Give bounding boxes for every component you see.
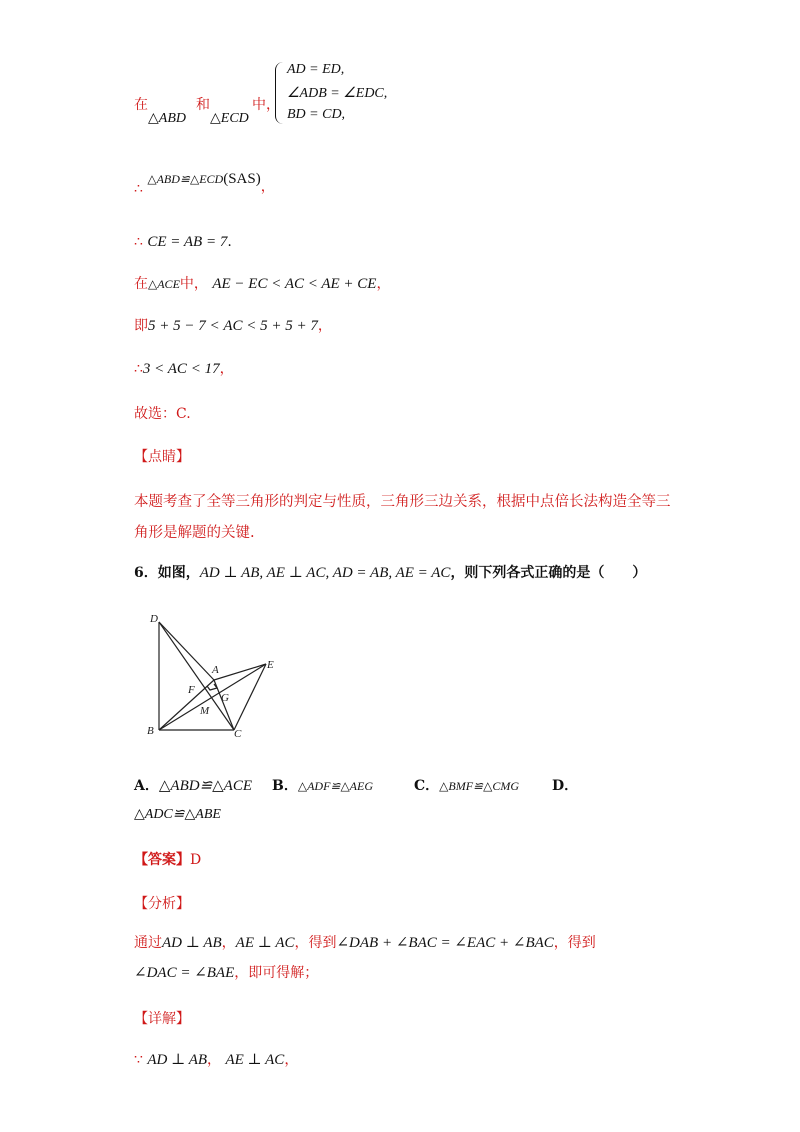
therefore-symbol: ∴ — [134, 234, 143, 250]
option-expr: △BMF≌△CMG — [439, 779, 519, 793]
comma: ， — [207, 1052, 222, 1068]
dianjing-label: 【点睛】 — [134, 449, 190, 465]
choice-line: 故选：C. — [134, 406, 191, 422]
sas-reason: (SAS) — [223, 171, 261, 187]
answer-label: 【答案】 — [134, 852, 190, 868]
triangle-inequality-line — [134, 273, 390, 293]
label-e: E — [267, 659, 274, 671]
xiangjie-label: 【详解】 — [134, 1011, 190, 1027]
question-tail: ，则下列各式正确的是（ ） — [450, 565, 647, 581]
option-b — [272, 775, 373, 795]
expr-ae-ac: AE ⊥ AC — [235, 935, 295, 951]
answer-line — [134, 849, 201, 869]
label-f: F — [188, 684, 195, 696]
option-letter: C． — [414, 778, 440, 794]
mid-zhong: 中， — [179, 276, 208, 292]
label-b: B — [147, 725, 154, 737]
label-a: A — [212, 664, 219, 676]
option-d-expr: △ADC≌△ABE — [134, 807, 221, 822]
dianjing-text-2: 角形是解题的关键. — [134, 525, 255, 541]
triangle-ace: △ACE — [148, 277, 180, 291]
prefix-ji: 即 — [134, 318, 148, 334]
expr-ad-ab: AD ⊥ AB — [147, 1052, 208, 1068]
comma: ， — [219, 361, 234, 377]
label-c: C — [234, 728, 242, 740]
segment-dc — [159, 622, 234, 730]
option-d-letter: D． — [552, 778, 579, 794]
because-symbol: ∵ — [134, 1052, 143, 1068]
angle-sum-expr: ∠DAB + ∠BAC = ∠EAC + ∠BAC — [336, 935, 554, 951]
intro-he: 和 — [196, 97, 210, 113]
comma: ， — [221, 935, 236, 951]
geometry-figure — [140, 610, 290, 740]
intro-zai: 在 — [134, 97, 148, 113]
range-expr: 3 < AC < 17 — [142, 361, 220, 377]
text-dedao: ，得到 — [294, 935, 337, 951]
ce-expr: CE = AB = 7 — [147, 234, 228, 250]
angle-equal-expr: ∠DAC = ∠BAE — [134, 965, 235, 981]
intro-zhong: 中， — [252, 97, 280, 113]
text-dedao-2: ，得到 — [553, 935, 596, 951]
congruent-expr: △ABD≌△ECD — [147, 172, 224, 186]
xiangjie-line — [134, 1049, 298, 1069]
text-tongguo: 通过 — [134, 935, 162, 951]
answer-value: D — [190, 852, 202, 868]
therefore-symbol: ∴ — [134, 181, 143, 197]
option-letter: A． — [134, 778, 159, 794]
expr-ad-ab: AD ⊥ AB — [162, 935, 222, 951]
ji-line — [134, 315, 332, 335]
label-d: D — [150, 613, 158, 625]
option-expr: △ADF≌△AEG — [297, 779, 374, 793]
fenxi-line-1 — [134, 932, 596, 952]
ce-line — [134, 234, 232, 251]
prefix-zai: 在 — [134, 276, 148, 292]
inequality-expr: AE − EC < AC < AE + CE — [212, 276, 377, 292]
question-number: 6．如图， — [134, 565, 200, 581]
system-eq-2: ∠ADB = ∠EDC, — [287, 86, 388, 101]
system-brace — [275, 62, 284, 124]
label-g: G — [221, 692, 229, 704]
option-expr: △ABD≌△ACE — [158, 778, 253, 794]
comma: ， — [260, 179, 275, 195]
question-condition: AD ⊥ AB, AE ⊥ AC, AD = AB, AE = AC — [199, 565, 451, 581]
option-letter: B． — [272, 778, 298, 794]
segment-ae — [214, 664, 266, 680]
question-6 — [134, 562, 646, 582]
option-a — [134, 775, 252, 795]
segment-da — [159, 622, 214, 680]
option-c — [414, 775, 519, 795]
comma: ， — [284, 1052, 299, 1068]
therefore-symbol: ∴ — [134, 361, 143, 377]
system-eq-3: BD = CD, — [287, 107, 346, 122]
period: . — [227, 234, 232, 250]
congruent-line — [134, 168, 275, 197]
triangle-abd: △ABD — [148, 111, 186, 126]
fenxi-label: 【分析】 — [134, 896, 190, 912]
comma: ， — [376, 276, 391, 292]
dianjing-text-1: 本题考查了全等三角形的判定与性质，三角形三边关系，根据中点倍长法构造全等三 — [134, 494, 671, 510]
comma: ， — [317, 318, 332, 334]
label-m: M — [200, 705, 210, 717]
fenxi-line-2 — [134, 962, 318, 982]
triangle-ecd: △ECD — [210, 111, 249, 126]
text-jike: ，即可得解； — [234, 965, 319, 981]
range-line — [134, 358, 234, 378]
numeric-inequality: 5 + 5 − 7 < AC < 5 + 5 + 7 — [148, 318, 318, 334]
expr-ae-ac: AE ⊥ AC — [225, 1052, 285, 1068]
system-eq-1: AD = ED, — [287, 62, 345, 77]
